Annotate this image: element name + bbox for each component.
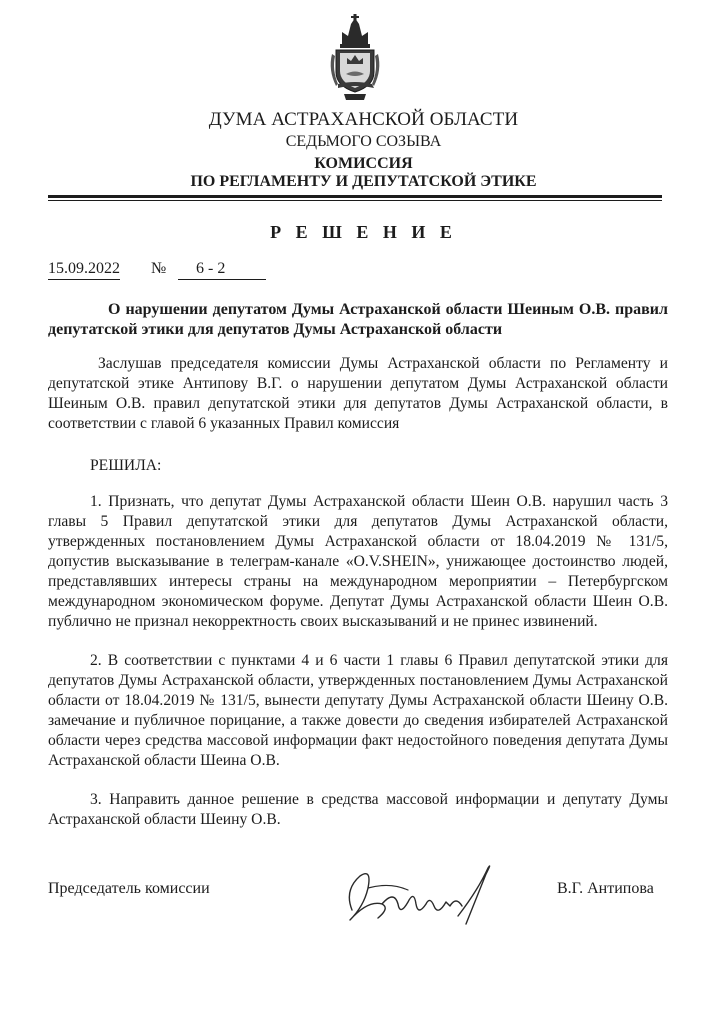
document-date: 15.09.2022 <box>48 260 120 280</box>
intro-paragraph: Заслушав председателя комиссии Думы Астраханской области по Регламенту и депутатской этике Антипову В.Г. о нарушении депутатом Думы Астраханской области Шеиным О.В. правил депутатской этики для депутатов Думы Астраханской области, в соответствии с главой 6 указанных Правил комиссия <box>48 355 668 432</box>
header-divider-thick <box>48 195 662 198</box>
header-divider-thin <box>48 200 662 201</box>
commission-title: КОМИССИЯ <box>314 155 413 172</box>
signature-label: Председатель комиссии <box>48 880 210 897</box>
signatory-name: В.Г. Антипова <box>557 880 654 897</box>
decision-item: 2. В соответствии с пунктами 4 и 6 части 1 главы 6 Правил депутатской этики для депутатов Думы Астраханской области, утвержденных постановлением Думы Астраханской области от 18.04.2019 № 131/5, вынести депутату Думы Астраханской области Шеину О.В. замечание и публичное порицание, а также довести до сведения избирателей Астраханской области через средства массовой информации факт недостойного поведения депутата Думы Астраханской области Шеина О.В. <box>48 652 668 769</box>
resolved-heading: РЕШИЛА: <box>90 457 162 474</box>
organization-name: ДУМА АСТРАХАНСКОЙ ОБЛАСТИ <box>208 109 519 130</box>
decision-item: 3. Направить данное решение в средства массовой информации и депутату Думы Астраханской области Шеину О.В. <box>48 791 668 828</box>
handwritten-signature <box>338 860 498 930</box>
document-subject: О нарушении депутатом Думы Астраханской области Шеиным О.В. правил депутатской этики для депутатов Думы Астраханской области <box>48 301 668 338</box>
number-label: № <box>151 260 167 277</box>
decision-item: 1. Признать, что депутат Думы Астраханской области Шеин О.В. нарушил часть 3 главы 5 Правил депутатской этики для депутатов Думы Астраханской области, утвержденных постановлением Думы Астраханской области от 18.04.2019 № 131/5, допустив высказывание в телеграм-канале «O.V.SHEIN», унижающее достоинство людей, представлявших интересы страны на международном мероприятии – Петербургском международном экономическом форуме. Депутат Думы Астраханской области Шеин О.В. публично не признал некорректность своих высказываний и не принес извинений. <box>48 493 668 630</box>
commission-subtitle: ПО РЕГЛАМЕНТУ И ДЕПУТАТСКОЙ ЭТИКЕ <box>190 173 537 190</box>
document-number: 6 - 2 <box>178 260 266 280</box>
convocation: СЕДЬМОГО СОЗЫВА <box>285 133 442 150</box>
coat-of-arms-icon <box>324 14 386 106</box>
document-title: Р Е Ш Е Н И Е <box>270 222 457 242</box>
